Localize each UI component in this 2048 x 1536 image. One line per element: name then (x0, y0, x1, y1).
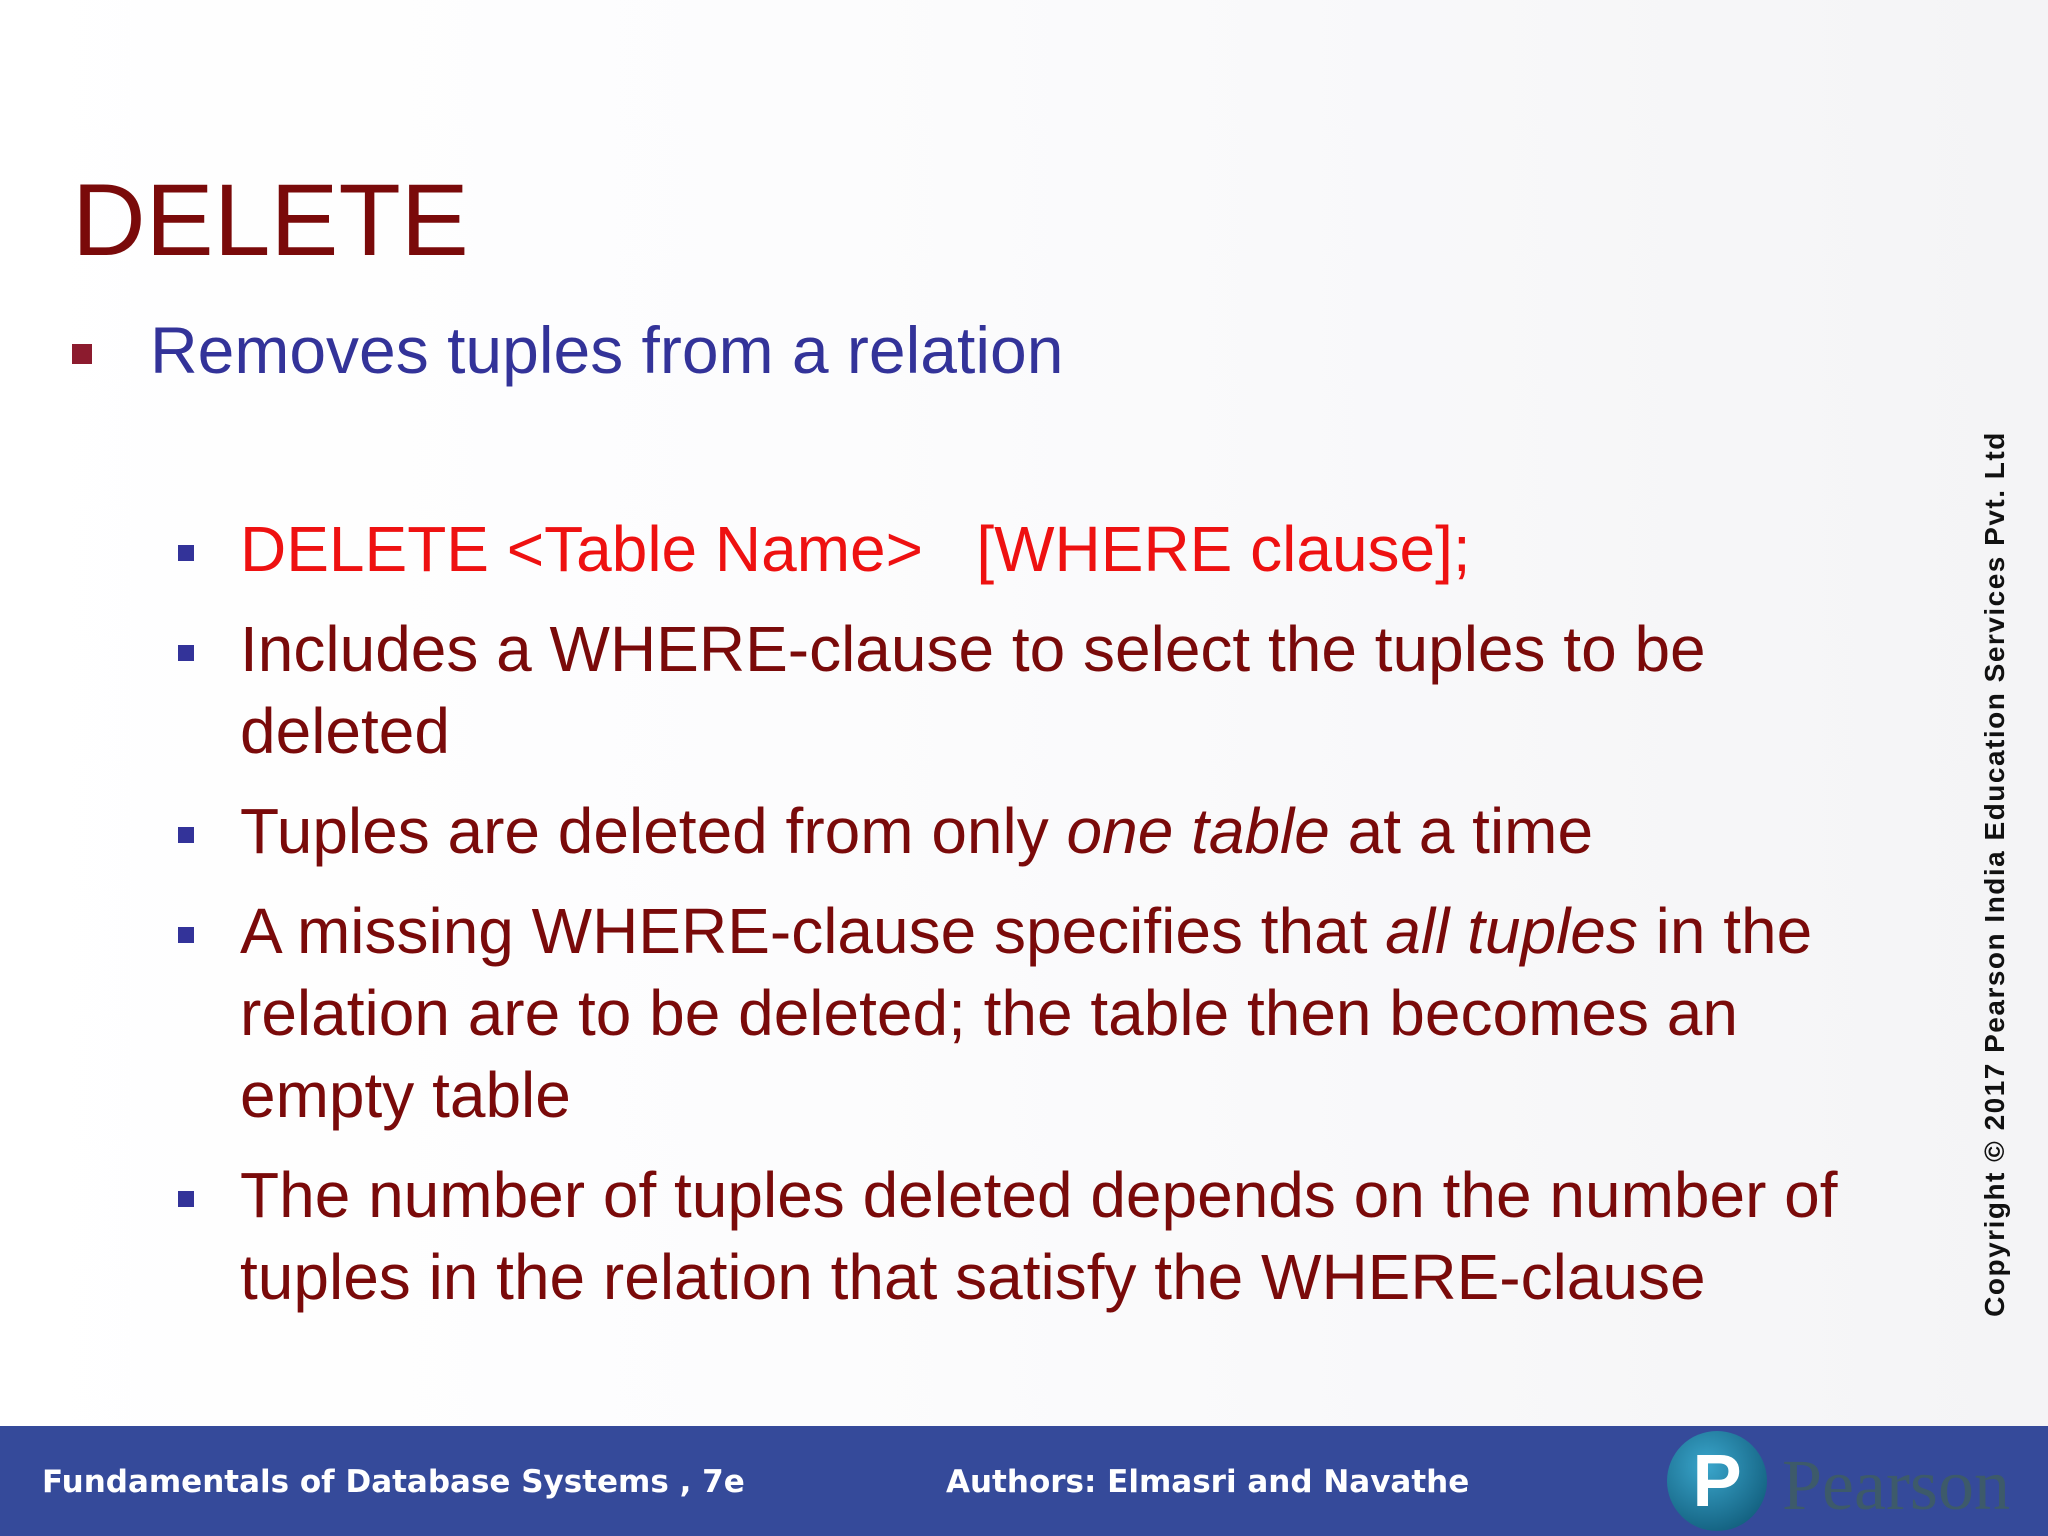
list-item (178, 890, 1898, 1136)
text-run: The number of tuples deleted depends on the number of tuples in the relation that satisfy the WHERE-clause (240, 1159, 1838, 1313)
text-run: in the relation are to be deleted; the table then becomes an empty table (240, 895, 1813, 1131)
square-bullet-icon (178, 927, 194, 943)
text-run: Tuples are deleted from only (240, 795, 1067, 867)
list-item-text (240, 790, 1593, 872)
slide-title: DELETE (72, 163, 469, 277)
square-bullet-icon (72, 344, 92, 364)
emphasis-text: one table (1066, 795, 1330, 867)
list-item (178, 1154, 1898, 1318)
list-item (178, 790, 1898, 872)
level1-bullet-item (72, 310, 1063, 390)
square-bullet-icon (178, 1191, 194, 1207)
list-item-text (240, 1154, 1898, 1318)
pearson-logo-wordmark: Pearson (1782, 1445, 2010, 1525)
list-item-text (240, 890, 1898, 1136)
list-item-text (240, 608, 1898, 772)
sub-bullet-list (178, 508, 1898, 1336)
emphasis-text: all tuples (1385, 895, 1638, 967)
copyright-notice: Copyright © 2017 Pearson India Education Services Pvt. Ltd (1979, 431, 2010, 1317)
list-item (178, 608, 1898, 772)
authors-text: Authors: Elmasri and Navathe (946, 1464, 1470, 1500)
square-bullet-icon (178, 827, 194, 843)
text-run: at a time (1329, 795, 1594, 867)
text-run: A missing WHERE-clause specifies that (240, 895, 1386, 967)
level1-bullet-text: Removes tuples from a relation (150, 313, 1064, 387)
text-run: Includes a WHERE-clause to select the tuples to be deleted (240, 613, 1706, 767)
square-bullet-icon (178, 545, 194, 561)
pearson-logo-icon (1666, 1430, 1768, 1532)
syntax-item (178, 508, 1898, 590)
square-bullet-icon (178, 645, 194, 661)
svg-text:P: P (1692, 1439, 1742, 1522)
delete-syntax: DELETE <Table Name> [WHERE clause]; (240, 513, 1471, 585)
book-title: Fundamentals of Database Systems , 7e (42, 1464, 745, 1500)
